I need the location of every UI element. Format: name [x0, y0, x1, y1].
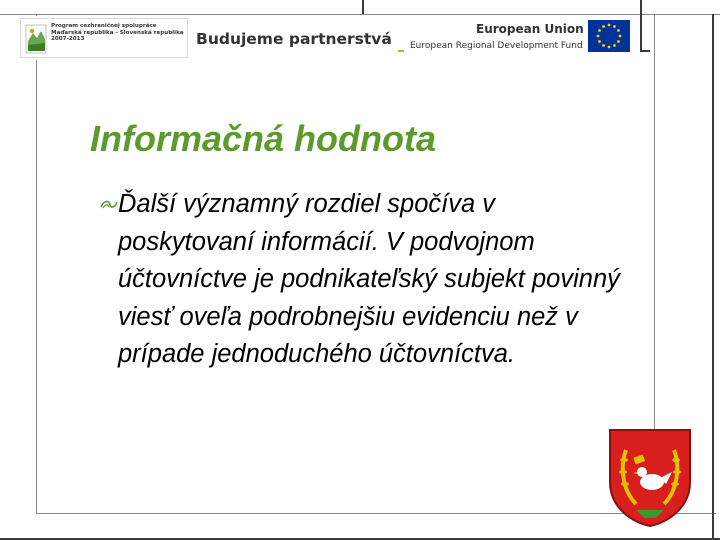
bullet-item — [100, 186, 620, 374]
eu-subtitle: European Regional Development Fund — [410, 41, 583, 51]
frame-top-line — [0, 14, 720, 15]
frame-corner-right-h — [640, 50, 650, 52]
bullet-text: Ďalší významný rozdiel spočíva v poskytovaní informácií. V podvojnom účtovníctve je podnikateľský subjekt povinný viesť oveľa podrobnejšiu evidenciu než v prípade jednoduchého účtovníctva. — [118, 190, 620, 368]
eu-title: European Union — [476, 22, 584, 36]
frame-right-vertical — [712, 14, 714, 540]
coat-of-arms-icon — [606, 426, 694, 528]
frame-corner-left — [362, 0, 364, 14]
eu-flag-icon — [588, 20, 630, 52]
motto-text: Budujeme partnerstvá — [196, 30, 392, 48]
program-logo-icon — [25, 23, 47, 55]
program-text: Program cezhraničnej spolupráce Maďarská republika - Slovenská republika 2007-2013 — [51, 23, 184, 43]
frame-left-line — [36, 14, 37, 514]
header-left — [14, 16, 394, 60]
frame-corner-right — [640, 0, 642, 52]
slide-title: Informačná hodnota — [90, 118, 437, 159]
bullet-swirl-icon — [100, 198, 118, 210]
program-logo — [20, 18, 188, 58]
header-right — [404, 16, 640, 60]
